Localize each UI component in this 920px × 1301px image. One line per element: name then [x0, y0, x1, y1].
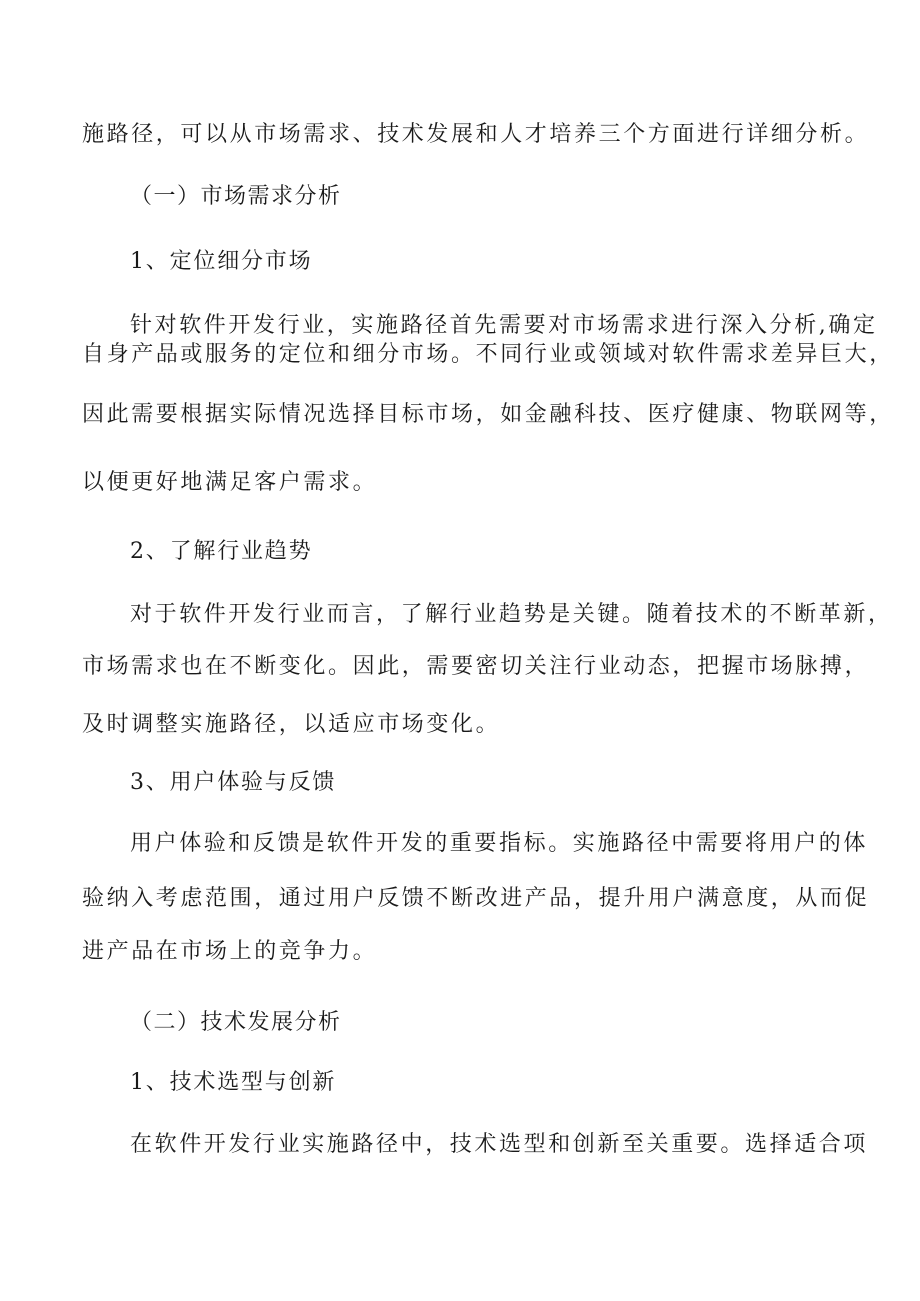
body-text-line: 验纳入考虑范围，通过用户反馈不断改进产品，提升用户满意度，从而促 — [82, 886, 870, 911]
section-heading: （二）技术发展分析 — [130, 1010, 342, 1035]
body-text-line: 以便更好地满足客户需求。 — [82, 470, 378, 495]
body-text-line: 及时调整实施路径，以适应市场变化。 — [82, 712, 501, 737]
body-text-line: 市场需求也在不断变化。因此，需要密切关注行业动态，把握市场脉搏， — [82, 654, 870, 679]
paragraph-first-line: 用户体验和反馈是软件开发的重要指标。实施路径中需要将用户的体 — [130, 831, 869, 856]
subsection-heading: 1、定位细分市场 — [130, 249, 313, 274]
paragraph-first-line: 在软件开发行业实施路径中，技术选型和创新至关重要。选择适合项 — [130, 1132, 869, 1157]
body-text-line: 自身产品或服务的定位和细分市场。不同行业或领域对软件需求差异巨大， — [82, 342, 894, 367]
paragraph-first-line: 对于软件开发行业而言，了解行业趋势是关键。随着技术的不断革新， — [130, 602, 893, 627]
subsection-heading: 3、用户体验与反馈 — [130, 770, 337, 795]
section-heading: （一）市场需求分析 — [130, 184, 342, 209]
body-text-line: 因此需要根据实际情况选择目标市场，如金融科技、医疗健康、物联网等， — [82, 402, 894, 427]
subsection-heading: 1、技术选型与创新 — [130, 1070, 337, 1095]
subsection-heading: 2、了解行业趋势 — [130, 539, 313, 564]
body-text-line: 进产品在市场上的竞争力。 — [82, 939, 378, 964]
body-text-line: 施路径，可以从市场需求、技术发展和人才培养三个方面进行详细分析。 — [82, 122, 870, 147]
paragraph-first-line: 针对软件开发行业，实施路径首先需要对市场需求进行深入分析,确定 — [130, 313, 878, 338]
